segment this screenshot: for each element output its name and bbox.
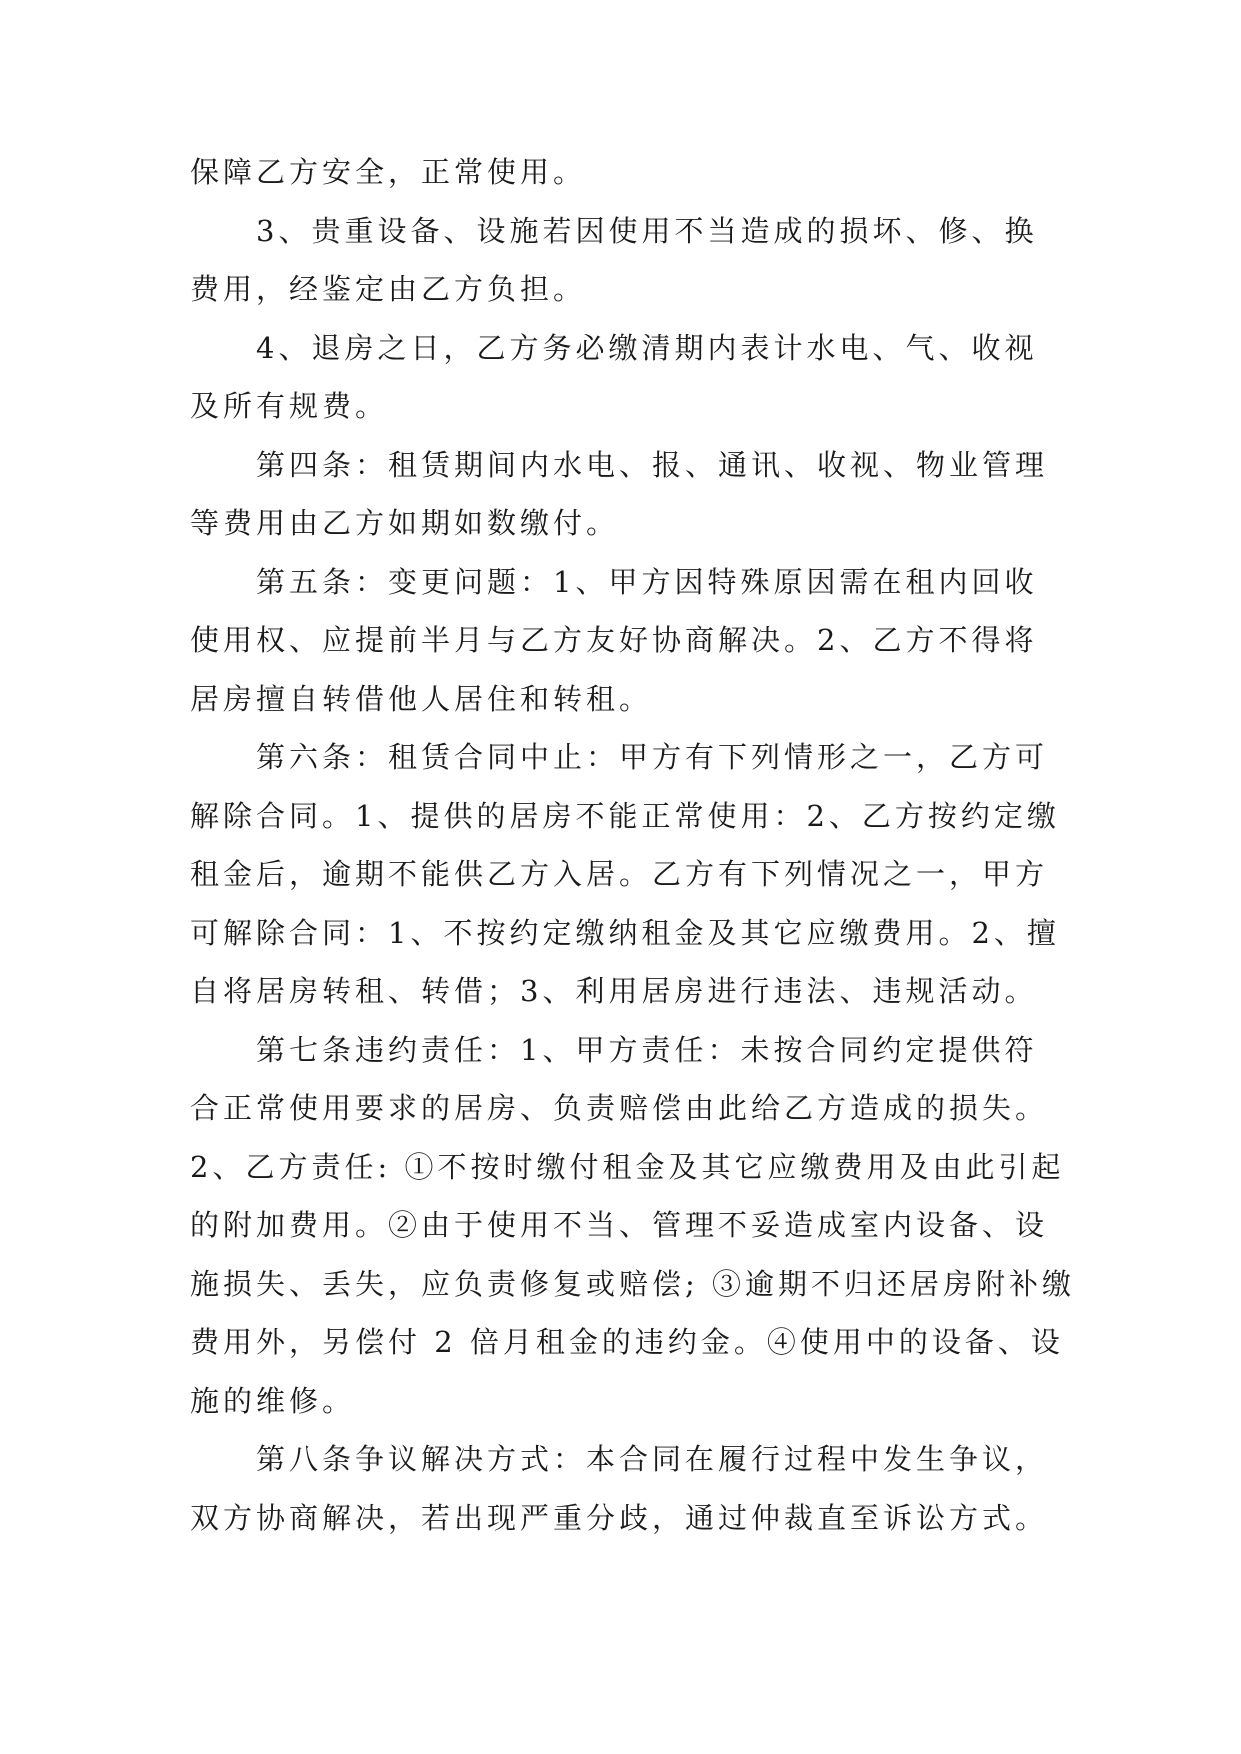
text-line: 等费用由乙方如期如数缴付。 <box>190 506 620 540</box>
text-line: 自将居房转租、转借；3、利用居房进行违法、违规活动。 <box>190 974 1038 1008</box>
text-line: 的附加费用。②由于使用不当、管理不妥造成室内设备、设 <box>190 1208 1049 1242</box>
text-line: 租金后，逾期不能供乙方入居。乙方有下列情况之一，甲方 <box>190 857 1049 891</box>
text-line: 费用，经鉴定由乙方负担。 <box>190 272 587 306</box>
text-line: 第四条：租赁期间内水电、报、通讯、收视、物业管理 <box>256 447 1049 482</box>
text-line: 双方协商解决，若出现严重分歧，通过仲裁直至诉讼方式。 <box>190 1500 1049 1535</box>
document-body <box>190 152 1075 1556</box>
text-line: 解除合同。1、提供的居房不能正常使用：2、乙方按约定缴 <box>190 798 1060 833</box>
text-line: 第五条：变更问题：1、甲方因特殊原因需在租内回收 <box>256 564 1038 599</box>
text-line: 使用权、应提前半月与乙方友好协商解决。2、乙方不得将 <box>190 623 1038 657</box>
text-line: 2、乙方责任: ①不按时缴付租金及其它应缴费用及由此引起 <box>190 1149 1065 1184</box>
text-line: 第八条争议解决方式：本合同在履行过程中发生争议， <box>256 1442 1049 1476</box>
text-line: 3、贵重设备、设施若因使用不当造成的损坏、修、换 <box>256 213 1038 248</box>
text-line: 可解除合同：1、不按约定缴纳租金及其它应缴费用。2、擅 <box>190 915 1060 950</box>
text-line: 居房擅自转借他人居住和转租。 <box>190 681 653 716</box>
text-line: 4、退房之日，乙方务必缴清期内表计水电、气、收视 <box>256 330 1038 365</box>
text-line: 施损失、丢失，应负责修复或赔偿; ③逾期不归还居房附补缴 <box>190 1266 1075 1301</box>
text-line: 费用外，另偿付 2 倍月租金的违约金。④使用中的设备、设 <box>190 1325 1064 1359</box>
text-line: 保障乙方安全，正常使用。 <box>190 155 587 189</box>
text-line: 第六条：租赁合同中止：甲方有下列情形之一，乙方可 <box>256 740 1049 774</box>
text-line: 合正常使用要求的居房、负责赔偿由此给乙方造成的损失。 <box>190 1091 1049 1125</box>
text-line: 第七条违约责任：1、甲方责任：未按合同约定提供符 <box>256 1032 1038 1067</box>
text-line: 及所有规费。 <box>190 389 389 423</box>
text-line: 施的维修。 <box>190 1383 356 1418</box>
